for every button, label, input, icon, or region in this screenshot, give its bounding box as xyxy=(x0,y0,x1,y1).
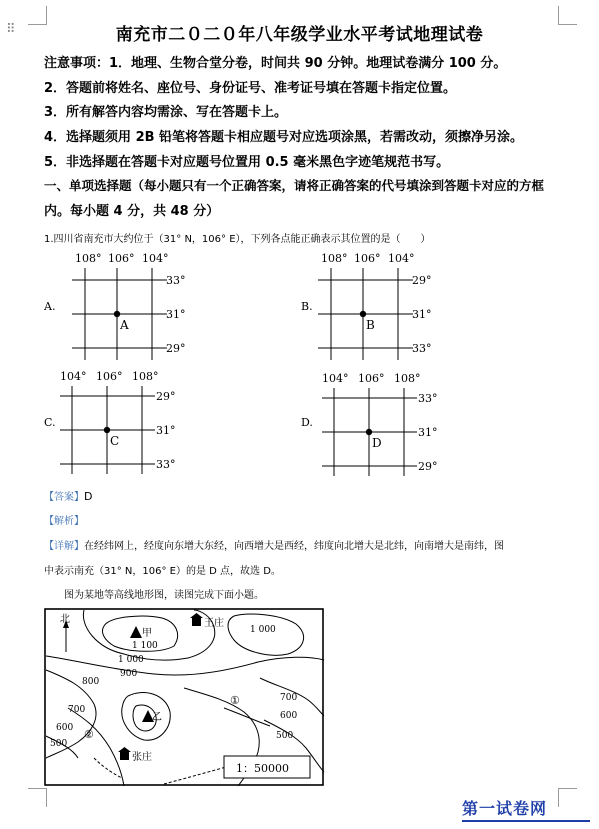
note-line: 3．所有解答内容均需涂、写在答题卡上。 xyxy=(44,105,288,120)
option-a-graticule xyxy=(72,248,197,364)
detail-text: 在经纬网上，经度向东增大东经，向西增大是西经，纬度向北增大是北纬，向南增大是南纬，图 xyxy=(84,541,504,552)
point-marker xyxy=(104,427,110,433)
lat-label: 33° xyxy=(166,274,186,287)
option-label-d: D. xyxy=(301,416,313,429)
option-label-a: A. xyxy=(44,300,56,313)
lat-label: 33° xyxy=(418,392,438,405)
map-scale: 1：50000 xyxy=(236,762,289,775)
option-d-graticule xyxy=(322,368,447,484)
village-icon xyxy=(192,618,201,626)
point-label: D xyxy=(372,436,382,450)
svg-text:500: 500 xyxy=(50,739,68,749)
detail-tag: 【详解】 xyxy=(44,541,84,552)
lon-label: 106° xyxy=(108,252,135,265)
option-b-graticule xyxy=(318,248,443,364)
lat-label: 29° xyxy=(166,342,186,355)
point-marker xyxy=(360,311,366,317)
village-icon xyxy=(120,752,129,760)
svg-text:甲: 甲 xyxy=(142,628,152,639)
svg-text:600: 600 xyxy=(56,723,74,733)
section-heading: 内。每小题 4 分，共 48 分） xyxy=(44,204,220,219)
page-title: 南充市二０二０年八年级学业水平考试地理试卷 xyxy=(115,25,484,45)
question-stem: 1.四川省南充市大约位于（31° N，106° E），下列各点能正确表示其位置的是（ ） xyxy=(44,234,431,245)
note-line: 2．答题前将姓名、座位号、身份证号、准考证号填在答题卡指定位置。 xyxy=(44,81,457,96)
detail-line: 中表示南充（31° N，106° E）的是 D 点，故选 D。 xyxy=(44,566,281,577)
svg-text:500: 500 xyxy=(276,731,294,741)
lat-label: 33° xyxy=(156,458,176,471)
page-corner-mark xyxy=(558,788,577,807)
lon-label: 106° xyxy=(354,252,381,265)
option-label-c: C. xyxy=(44,416,56,429)
svg-text:1 000: 1 000 xyxy=(250,625,276,635)
svg-text:1 100: 1 100 xyxy=(132,641,158,651)
lat-label: 29° xyxy=(412,274,432,287)
svg-text:600: 600 xyxy=(280,711,298,721)
lon-label: 108° xyxy=(75,252,102,265)
lat-label: 29° xyxy=(418,460,438,473)
svg-text:900: 900 xyxy=(120,669,138,679)
point-label: A xyxy=(120,318,129,332)
detail-line xyxy=(44,537,504,552)
svg-text:1 000: 1 000 xyxy=(118,655,144,665)
answer-line xyxy=(44,488,92,503)
option-c-graticule xyxy=(60,366,185,482)
lon-label: 106° xyxy=(96,370,123,383)
note-line: 注意事项：1．地理、生物合堂分卷，时间共 90 分钟。地理试卷满分 100 分。 xyxy=(44,56,507,71)
north-label: 北 xyxy=(60,614,70,625)
drag-handle-icon[interactable]: ⠿ xyxy=(6,22,15,37)
section-heading: 一、单项选择题（每小题只有一个正确答案，请将正确答案的代号填涂到答题卡对应的方框 xyxy=(44,178,545,193)
svg-text:②: ② xyxy=(84,728,94,741)
lon-label: 104° xyxy=(142,252,169,265)
watermark-underline xyxy=(462,820,590,822)
option-label-b: B. xyxy=(301,300,313,313)
lon-label: 104° xyxy=(388,252,415,265)
lat-label: 31° xyxy=(418,426,438,439)
lon-label: 106° xyxy=(358,372,385,385)
svg-text:乙: 乙 xyxy=(152,712,162,723)
lon-label: 108° xyxy=(321,252,348,265)
point-label: B xyxy=(366,318,375,332)
svg-text:700: 700 xyxy=(68,705,86,715)
lon-label: 104° xyxy=(322,372,349,385)
svg-text:张庄: 张庄 xyxy=(132,752,152,763)
svg-text:王庄: 王庄 xyxy=(204,618,224,629)
point-label: C xyxy=(110,434,120,448)
point-marker xyxy=(114,311,120,317)
watermark-logo: 第一试卷网 xyxy=(462,799,548,818)
analysis-tag: 【解析】 xyxy=(44,516,84,527)
lat-label: 31° xyxy=(166,308,186,321)
note-line: 5．非选择题在答题卡对应题号位置用 0.5 毫米黑色字迹笔规范书写。 xyxy=(44,155,450,170)
svg-text:800: 800 xyxy=(82,677,100,687)
svg-text:700: 700 xyxy=(280,693,298,703)
lon-label: 104° xyxy=(60,370,87,383)
lat-label: 33° xyxy=(412,342,432,355)
note-line: 4．选择题须用 2B 铅笔将答题卡相应题号对应选项涂黑，若需改动，须擦净另涂。 xyxy=(44,130,524,145)
contour-map xyxy=(44,608,326,792)
point-marker xyxy=(366,429,372,435)
answer-tag: 【答案】 xyxy=(44,492,84,503)
map-intro: 图为某地等高线地形图，读图完成下面小题。 xyxy=(64,590,264,601)
lat-label: 31° xyxy=(156,424,176,437)
lat-label: 31° xyxy=(412,308,432,321)
answer-value: D xyxy=(84,490,93,503)
svg-text:①: ① xyxy=(230,694,240,707)
lon-label: 108° xyxy=(132,370,159,383)
lat-label: 29° xyxy=(156,390,176,403)
lon-label: 108° xyxy=(394,372,421,385)
